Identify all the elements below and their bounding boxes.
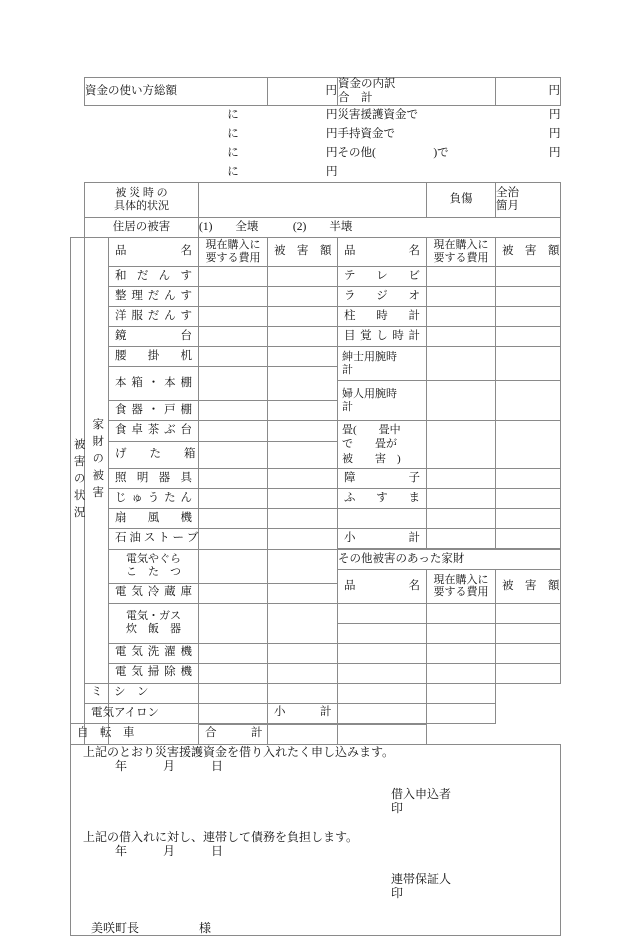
other-item-damage[interactable] [496,603,561,623]
item-row [71,327,561,347]
item-name-left: 電気アイロン [85,703,109,724]
item-damage-right[interactable] [496,469,561,489]
item-cost-left[interactable] [199,489,268,509]
header-damage-amount-right: 被 害 額 [496,238,561,267]
situation-label-cell [85,183,199,218]
item-damage-left[interactable] [268,287,338,307]
item-cost-right[interactable] [427,381,496,421]
declaration-signer-1-row: 借入申込者 印 [361,787,452,816]
item-cost-left[interactable] [199,509,268,529]
item-damage-left[interactable] [268,549,338,583]
other-item-name[interactable] [268,683,338,703]
item-name-left: じ ゅ う た ん [109,489,199,509]
fund-usage-unit-1[interactable]: 円 [326,108,338,121]
housing-damage-label-cell [85,218,199,238]
other-item-name[interactable] [338,603,427,623]
item-name-right: 婦人用腕時 計 [338,381,427,421]
item-cost-left[interactable] [199,401,268,421]
item-name-left: げ た 箱 [109,441,199,468]
fund-breakdown-unit-3[interactable]: 円 [549,146,561,159]
item-damage-left[interactable] [268,367,338,401]
fund-row-2 [71,125,561,144]
fund-breakdown-unit: 円 [548,84,560,97]
item-damage-left[interactable] [199,683,268,703]
fund-breakdown-blank[interactable] [338,163,496,182]
recovery-unit: 箇月 [496,200,519,213]
situation-row [71,183,561,218]
fund-row-3 [71,144,561,163]
fund-breakdown-total-unit-cell[interactable] [496,78,561,106]
subtotal-label-upper: 小 計 [338,529,427,550]
item-damage-left[interactable] [199,703,268,724]
other-item-damage[interactable] [427,683,496,703]
item-name-left: 食 卓 茶 ぶ 台 [109,421,199,442]
item-damage-left[interactable] [268,603,338,643]
item-damage-left[interactable] [268,509,338,529]
fund-usage-title-cell [85,78,268,106]
item-name-right: 目 覚 し 時 計 [338,327,427,347]
item-cost-left[interactable] [199,549,268,583]
fund-breakdown-unit-2[interactable]: 円 [549,127,561,140]
item-name-left: 電気・ガス 炊 飯 器 [109,603,199,643]
items-header-row [71,238,561,267]
item-row [71,529,561,550]
total-cost[interactable] [268,724,338,745]
item-cost-right[interactable] [427,509,496,529]
subtotal-cost-upper[interactable] [427,529,496,550]
item-damage-left[interactable] [268,307,338,327]
subtotal-damage-upper[interactable] [496,529,561,550]
header-current-cost-right: 現在購入に 要する費用 [427,238,496,267]
fund-breakdown-title: 資金の内訳 [338,78,396,90]
item-cost-right[interactable] [427,347,496,381]
fund-usage-input-1[interactable] [85,106,199,126]
fund-usage-unit-2[interactable]: 円 [326,127,338,140]
item-cost-right[interactable] [427,267,496,287]
other-item-name[interactable] [338,623,427,643]
other-damaged-title-cell [338,549,561,570]
item-name-left: 石 油 ス ト ー ブ [109,529,199,550]
item-name-right-blank[interactable] [338,509,427,529]
item-cost-right[interactable] [427,421,496,469]
item-damage-left[interactable] [268,441,338,468]
item-row [71,683,561,703]
fund-row-1 [71,106,561,126]
item-damage-left[interactable] [268,529,338,550]
other-item-cost[interactable] [427,603,496,623]
housing-damage-row [71,218,561,238]
item-row [71,703,561,724]
item-name-left: 腰 掛 机 [109,347,199,367]
item-cost-left[interactable] [199,643,268,663]
recovery-cell[interactable] [496,183,561,218]
other-item-cost[interactable] [427,643,496,663]
item-cost-left[interactable] [199,267,268,287]
left-gutter-situation [71,183,85,238]
item-name-left: 照 明 器 具 [109,469,199,489]
item-cost-left[interactable] [199,347,268,367]
subtotal-label-lower: 小 計 [268,703,338,724]
item-row [71,603,561,623]
item-damage-left[interactable] [268,401,338,421]
item-damage-left[interactable] [268,663,338,683]
item-damage-right[interactable] [496,267,561,287]
item-damage-left[interactable] [268,421,338,442]
item-name-right: ふ す ま [338,489,427,509]
item-damage-right[interactable] [496,509,561,529]
disaster-loan-form-table [70,77,561,936]
item-name-left: 扇 風 機 [109,509,199,529]
other-header-current-cost: 現在購入に 要する費用 [427,570,496,604]
item-name-right: 柱 時 計 [338,307,427,327]
item-row [71,549,561,570]
item-cost-right[interactable] [427,327,496,347]
recovery-label: 全治 [496,186,519,199]
item-damage-left[interactable] [268,489,338,509]
vertical-label-damage-situation: 被害の状況 [72,438,85,524]
item-name-left: 電 気 掃 除 機 [109,663,199,683]
item-name-right: 紳士用腕時 計 [338,347,427,381]
declaration-date-1[interactable]: 年 月 日 [115,758,224,773]
other-header-item-name: 品 名 [338,570,427,604]
item-damage-left[interactable] [268,347,338,367]
item-damage-left[interactable] [268,643,338,663]
situation-value-cell[interactable] [199,183,427,218]
fund-usage-ni-2: に [227,127,239,140]
fund-header-row [71,78,561,106]
item-damage-right[interactable] [496,327,561,347]
fund-usage-total-unit-cell[interactable] [268,78,338,106]
item-row [71,724,561,745]
other-item-name[interactable] [338,663,427,683]
vertical-label-inner-cell [85,238,109,684]
fund-breakdown-label-1: 災害援護資金で [337,108,418,121]
declaration-cell [71,744,561,935]
fund-breakdown-blank-unit[interactable] [496,163,561,182]
vertical-label-household-damage: 家財の被害 [91,417,104,503]
item-damage-right[interactable] [496,381,561,421]
other-damaged-title: その他被害のあった家財 [338,552,465,565]
other-header-damage-amount: 被 害 額 [496,570,561,604]
fund-usage-ni-4: に [227,165,239,178]
fund-usage-ni-3: に [227,146,239,159]
item-cost-right[interactable] [427,287,496,307]
item-row [71,489,561,509]
item-row [71,287,561,307]
subtotal-cost-lower[interactable] [338,703,427,724]
vertical-label-outer-cell [71,238,85,724]
fund-breakdown-label-3: その他( )で [337,146,449,159]
item-row [71,421,561,442]
item-damage-left[interactable] [268,469,338,489]
housing-damage-label: 住居の被害 [112,220,171,233]
item-damage-right[interactable] [496,307,561,327]
item-name-right: 畳( 畳中 で 畳が 被 害 ) [338,421,427,469]
item-cost-left[interactable] [199,441,268,468]
subtotal-damage-lower[interactable] [427,703,496,724]
item-name-right: 障 子 [338,469,427,489]
header-item-name-right: 品 名 [338,238,427,267]
item-name-left: 本 箱 ・ 本 棚 [109,367,199,401]
fund-breakdown-title-cell [338,78,496,106]
item-damage-left[interactable] [268,583,338,603]
addressee: 美咲町長 様 [91,920,212,935]
item-name-left: 鏡 台 [109,327,199,347]
item-name-left: ミ シ ン [85,683,109,703]
item-name-right: ラ ジ オ [338,287,427,307]
item-cost-left[interactable] [199,603,268,643]
total-label: 合 計 [199,724,268,745]
fund-usage-unit: 円 [325,84,337,97]
item-cost-right[interactable] [427,307,496,327]
item-damage-right[interactable] [496,287,561,307]
item-name-left: 食 器 ・ 戸 棚 [109,401,199,421]
item-name-right: テ レ ビ [338,267,427,287]
declaration-line-1: 上記のとおり災害援護資金を借り入れたく申し込みます。 [83,744,395,759]
fund-breakdown-total-label: 合 計 [338,91,373,104]
item-cost-left[interactable] [199,307,268,327]
other-item-damage[interactable] [496,623,561,643]
item-name-left: 電気やぐら こ た つ [109,549,199,583]
housing-damage-options: (1) 全壊 (2) 半壊 [199,220,353,233]
declaration-signer-2-row: 連帯保証人 印 [361,872,452,901]
total-damage[interactable] [338,724,427,745]
situation-label: 被 災 時 の 具体的状況 [114,187,169,213]
item-cost-left[interactable] [199,663,268,683]
item-cost-left[interactable] [199,583,268,603]
fund-usage-ni-1: に [227,108,239,121]
item-row [71,663,561,683]
item-name-left: 洋 服 だ ん す [109,307,199,327]
injury-label-cell [427,183,496,218]
item-name-left: 電 気 洗 濯 機 [109,643,199,663]
item-cost-right[interactable] [427,469,496,489]
item-name-left: 自 転 車 [71,724,85,745]
other-item-cost[interactable] [427,623,496,643]
other-item-cost[interactable] [427,663,496,683]
header-current-cost-left: 現在購入に 要する費用 [199,238,268,267]
item-damage-left[interactable] [268,267,338,287]
item-name-left: 整 理 だ ん す [109,287,199,307]
fund-usage-input-2[interactable] [85,125,199,144]
item-damage-left[interactable] [268,327,338,347]
housing-damage-options-cell[interactable] [199,218,561,238]
item-cost-left[interactable] [199,469,268,489]
item-cost-left[interactable] [199,421,268,442]
header-damage-amount-left: 被 害 額 [268,238,338,267]
item-cost-right[interactable] [427,489,496,509]
declaration-row [71,744,561,935]
item-damage-right[interactable] [496,489,561,509]
item-damage-right[interactable] [496,347,561,381]
item-row [71,307,561,327]
item-row [71,469,561,489]
fund-breakdown-unit-1[interactable]: 円 [549,108,561,121]
item-cost-left[interactable] [199,327,268,347]
item-cost-left[interactable] [199,529,268,550]
fund-usage-input-4[interactable] [85,163,199,182]
fund-usage-input-3[interactable] [85,144,199,163]
left-gutter-top [71,78,85,183]
declaration-line-2: 上記の借入れに対し、連帯して債務を負担します。 [83,829,359,844]
fund-row-4 [71,163,561,182]
header-item-name-left: 品 名 [109,238,199,267]
other-item-name[interactable] [338,643,427,663]
other-item-damage[interactable] [496,663,561,683]
fund-usage-unit-3[interactable]: 円 [326,146,338,159]
item-damage-right[interactable] [496,421,561,469]
item-cost-left[interactable] [199,287,268,307]
item-name-left: 和 だ ん す [109,267,199,287]
other-item-cost[interactable] [338,683,427,703]
other-item-damage[interactable] [496,643,561,663]
item-row [71,643,561,663]
declaration-date-2[interactable]: 年 月 日 [115,843,224,858]
fund-usage-title: 資金の使い方総額 [85,84,177,97]
item-name-left: 電 気 冷 蔵 庫 [109,583,199,603]
item-row [71,509,561,529]
fund-usage-unit-4[interactable]: 円 [326,165,338,178]
injury-label: 負傷 [449,193,473,206]
fund-breakdown-label-2: 手持資金で [337,127,395,140]
item-cost-left[interactable] [199,367,268,401]
item-row [71,347,561,367]
item-row [71,267,561,287]
